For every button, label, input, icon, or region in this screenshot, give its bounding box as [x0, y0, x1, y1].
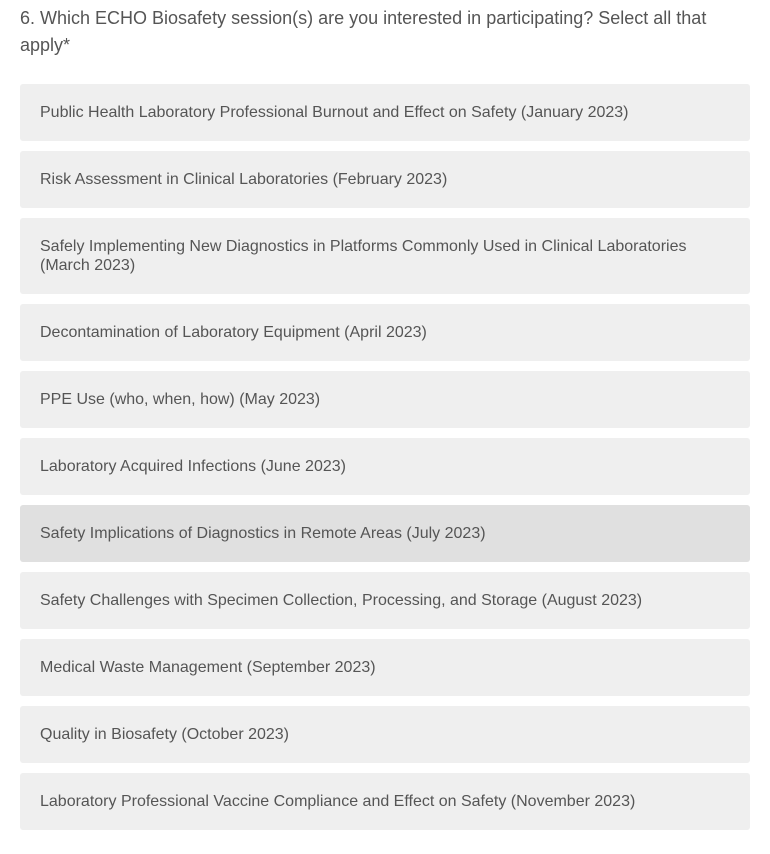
question-title: 6. Which ECHO Biosafety session(s) are you interested in participating? Select all that apply*: [20, 8, 707, 55]
option-october-2023[interactable]: Quality in Biosafety (October 2023): [20, 706, 750, 763]
option-september-2023[interactable]: Medical Waste Management (September 2023): [20, 639, 750, 696]
option-april-2023[interactable]: Decontamination of Laboratory Equipment (April 2023): [20, 304, 750, 361]
option-may-2023[interactable]: PPE Use (who, when, how) (May 2023): [20, 371, 750, 428]
option-january-2023[interactable]: Public Health Laboratory Professional Burnout and Effect on Safety (January 2023): [20, 84, 750, 141]
option-june-2023[interactable]: Laboratory Acquired Infections (June 2023): [20, 438, 750, 495]
options-list: [20, 84, 750, 840]
option-august-2023[interactable]: Safety Challenges with Specimen Collection, Processing, and Storage (August 2023): [20, 572, 750, 629]
option-november-2023[interactable]: Laboratory Professional Vaccine Compliance and Effect on Safety (November 2023): [20, 773, 750, 830]
option-july-2023[interactable]: Safety Implications of Diagnostics in Remote Areas (July 2023): [20, 505, 750, 562]
option-february-2023[interactable]: Risk Assessment in Clinical Laboratories (February 2023): [20, 151, 750, 208]
option-march-2023[interactable]: Safely Implementing New Diagnostics in Platforms Commonly Used in Clinical Laboratories (March 2023): [20, 218, 750, 294]
